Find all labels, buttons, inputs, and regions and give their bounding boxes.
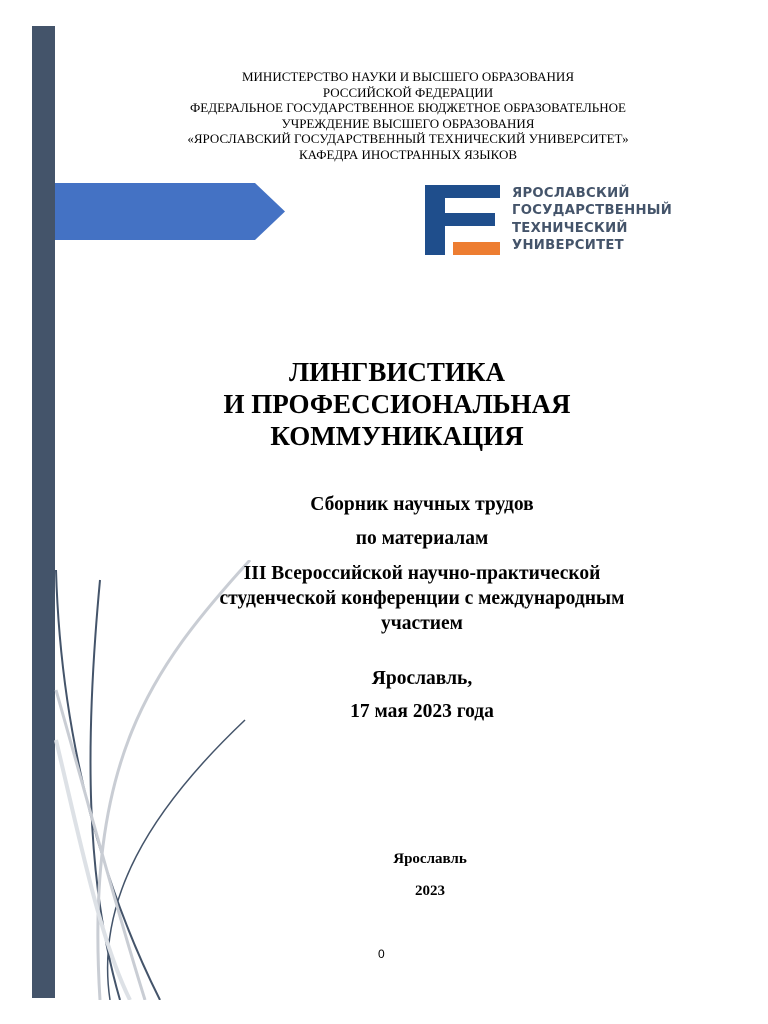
arrow-banner <box>55 183 285 240</box>
header-line: УЧРЕЖДЕНИЕ ВЫСШЕГО ОБРАЗОВАНИЯ <box>281 115 535 131</box>
page-number: 0 <box>378 947 385 961</box>
logo-text-line: ТЕХНИЧЕСКИЙ <box>512 220 628 236</box>
ministry-header <box>0 69 768 162</box>
header-line: «ЯРОСЛАВСКИЙ ГОСУДАРСТВЕННЫЙ ТЕХНИЧЕСКИЙ УНИВЕРСИТЕТ» <box>187 131 629 146</box>
logo-text-line: ЯРОСЛАВСКИЙ <box>512 186 630 201</box>
footer-city: Ярославль <box>393 851 467 867</box>
subtitle-line-1: Сборник научных трудов <box>310 494 534 515</box>
logo-text-line: ГОСУДАРСТВЕННЫЙ <box>512 203 673 219</box>
subtitle-line-5: 17 мая 2023 года <box>350 701 494 722</box>
header-line: МИНИСТЕРСТВО НАУКИ И ВЫСШЕГО ОБРАЗОВАНИЯ <box>241 69 574 84</box>
logo-text-line: УНИВЕРСИТЕТ <box>512 237 624 253</box>
title-line: И ПРОФЕССИОНАЛЬНАЯ <box>223 389 571 419</box>
subtitle-line-3: III Всероссийской научно-практической студенческой конференции с международным участием <box>219 563 625 634</box>
university-logo-icon <box>425 185 500 255</box>
header-line: РОССИЙСКОЙ ФЕДЕРАЦИИ <box>322 84 494 100</box>
subtitle-line-2: по материалам <box>355 528 489 549</box>
subtitle-line-4: Ярославль, <box>371 668 473 689</box>
title-line: ЛИНГВИСТИКА <box>289 357 505 387</box>
footer-year: 2023 <box>415 883 445 899</box>
header-line: КАФЕДРА ИНОСТРАННЫХ ЯЗЫКОВ <box>298 146 518 162</box>
document-title <box>48 356 768 452</box>
header-line: ФЕДЕРАЛЬНОЕ ГОСУДАРСТВЕННОЕ БЮДЖЕТНОЕ ОБРАЗОВАТЕЛЬНОЕ <box>190 100 626 115</box>
title-line: КОММУНИКАЦИЯ <box>270 421 524 451</box>
university-logo <box>425 185 673 255</box>
logo-text <box>512 185 672 254</box>
